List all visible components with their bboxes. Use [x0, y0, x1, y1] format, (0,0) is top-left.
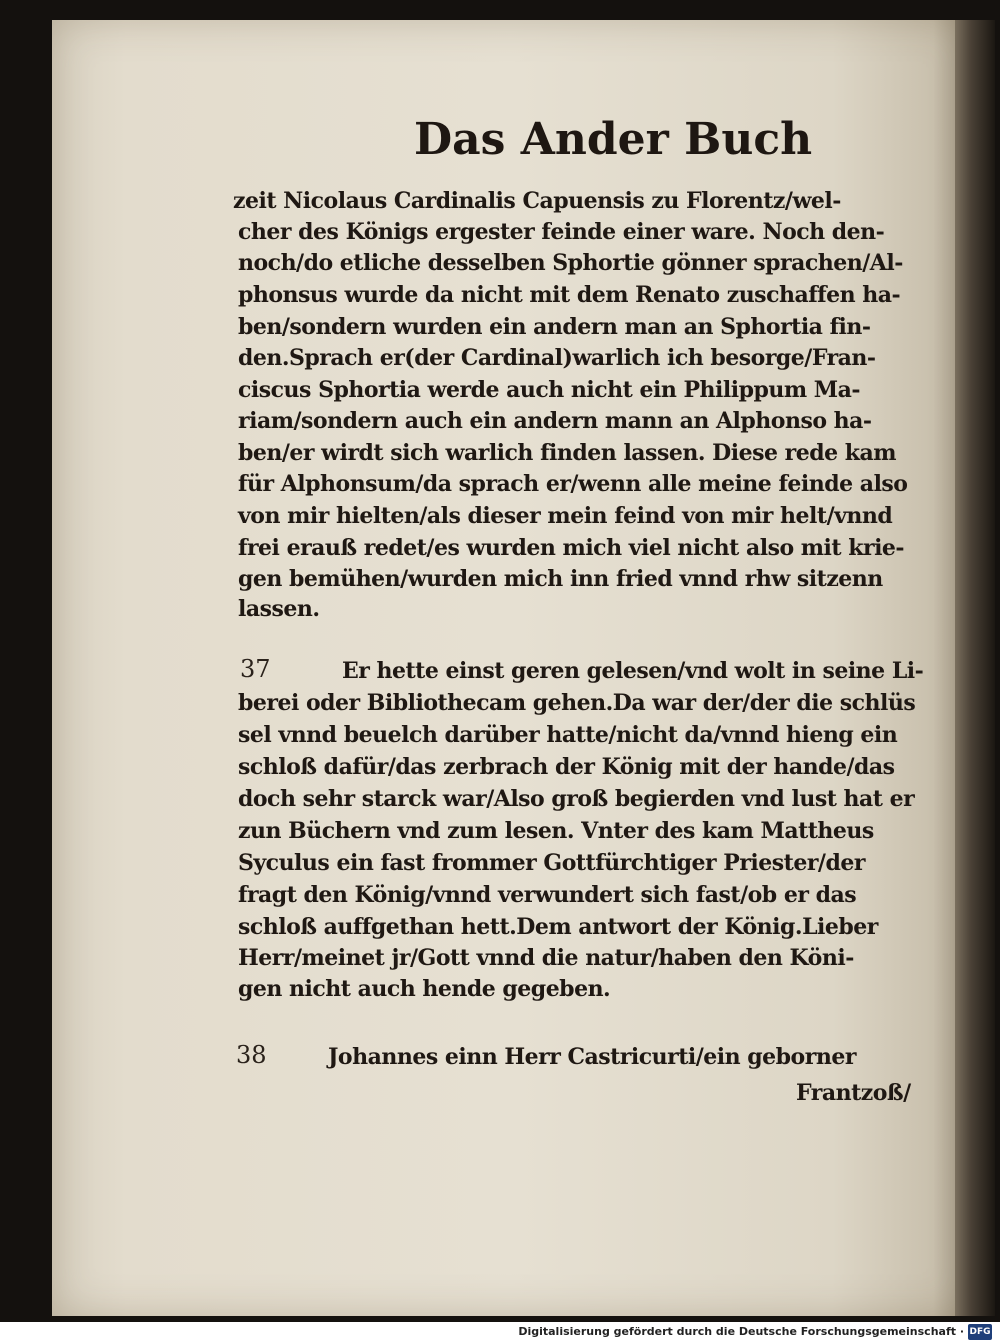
page-heading: Das Ander Buch: [414, 114, 813, 165]
paragraph-number: 37: [240, 655, 271, 683]
text-line: fragt den König/vnnd verwundert sich fast/ob er das: [238, 882, 857, 908]
catchword: Frantzoß/: [796, 1080, 911, 1106]
text-line: für Alphonsum/da sprach er/wenn alle meine feinde also: [238, 471, 908, 497]
text-line: Herr/meinet jr/Gott vnnd die natur/haben den Köni-: [238, 945, 854, 971]
text-line: gen nicht auch hende gegeben.: [238, 976, 611, 1002]
text-line: cher des Königs ergester feinde einer ware. Noch den-: [238, 219, 885, 245]
text-line: den.Sprach er(der Cardinal)warlich ich besorge/Fran-: [238, 345, 876, 371]
text-line: berei oder Bibliothecam gehen.Da war der/der die schlüs: [238, 690, 916, 716]
text-line: Syculus ein fast frommer Gottfürchtiger Priester/der: [238, 850, 865, 876]
text-line: schloß auffgethan hett.Dem antwort der König.Lieber: [238, 914, 878, 940]
text-line: ciscus Sphortia werde auch nicht ein Philippum Ma-: [238, 377, 861, 403]
text-line: frei erauß redet/es wurden mich viel nicht also mit krie-: [238, 535, 905, 561]
footer-bar: [0, 1322, 1000, 1342]
text-line: schloß dafür/das zerbrach der König mit der hande/das: [238, 754, 895, 780]
funding-notice: Digitalisierung gefördert durch die Deutsche Forschungsgemeinschaft ·: [518, 1325, 964, 1338]
dfg-logo-icon: DFG: [968, 1324, 992, 1340]
text-line: von mir hielten/als dieser mein feind von mir helt/vnnd: [238, 503, 893, 529]
text-line: ben/sondern wurden ein andern man an Sphortia fin-: [238, 314, 871, 340]
text-line: phonsus wurde da nicht mit dem Renato zuschaffen ha-: [238, 282, 901, 308]
text-line: Johannes einn Herr Castricurti/ein geborner: [328, 1044, 856, 1070]
text-line: sel vnnd beuelch darüber hatte/nicht da/vnnd hieng ein: [238, 722, 898, 748]
text-line: zun Büchern vnd zum lesen. Vnter des kam Mattheus: [238, 818, 874, 844]
paragraph-number: 38: [236, 1041, 267, 1069]
book-spine: [955, 20, 995, 1316]
text-line: zeit Nicolaus Cardinalis Capuensis zu Florentz/wel-: [233, 188, 841, 214]
text-line: Er hette einst geren gelesen/vnd wolt in seine Li-: [342, 658, 924, 684]
text-line: riam/sondern auch ein andern mann an Alphonso ha-: [238, 408, 872, 434]
text-line: lassen.: [238, 596, 320, 622]
text-line: ben/er wirdt sich warlich finden lassen. Diese rede kam: [238, 440, 897, 466]
text-line: doch sehr starck war/Also groß begierden vnd lust hat er: [238, 786, 915, 812]
text-line: gen bemühen/wurden mich inn fried vnnd rhw sitzenn: [238, 566, 883, 592]
text-line: noch/do etliche desselben Sphortie gönner sprachen/Al-: [238, 250, 903, 276]
